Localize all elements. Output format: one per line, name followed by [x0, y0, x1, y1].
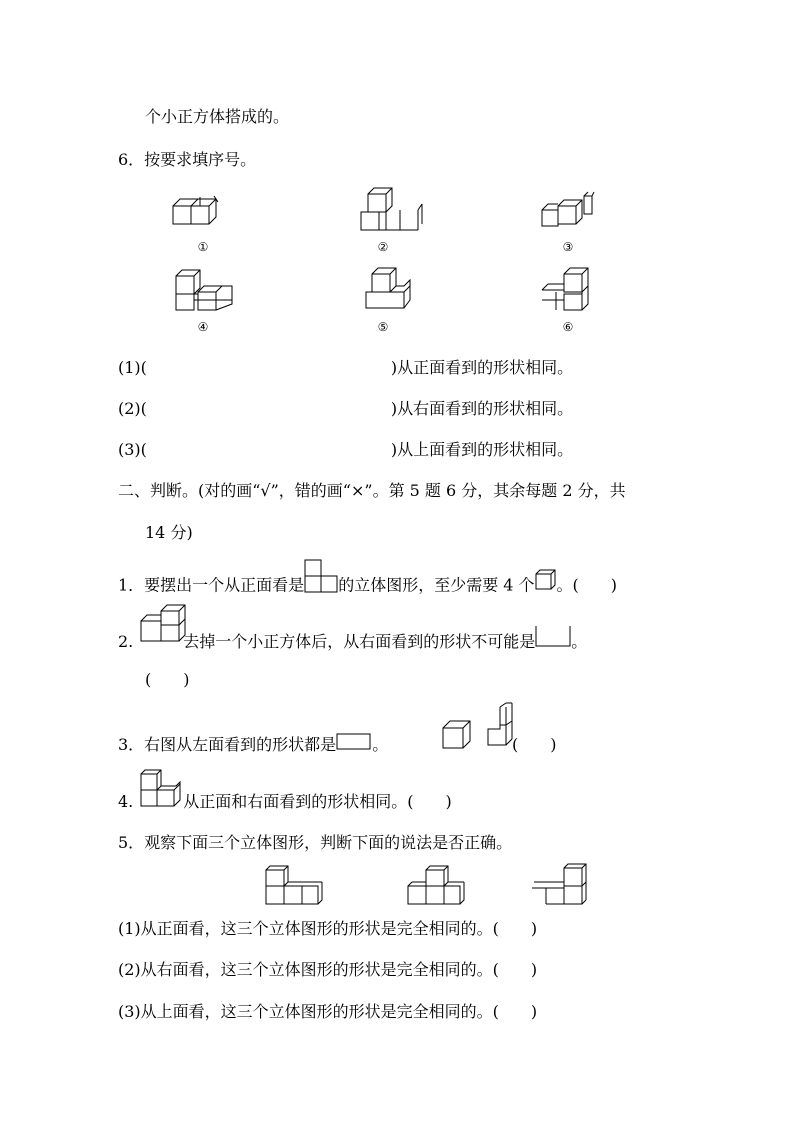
judge-3-cube-figure: [442, 720, 474, 752]
figure-label-6: ⑥: [562, 320, 574, 334]
subquestion-6-2: [118, 398, 573, 420]
judge-3: [118, 734, 388, 756]
front-view-shape: [304, 573, 338, 599]
judge-3-text-end: 。: [372, 735, 389, 754]
judge-5: 5．观察下面三个立体图形，判断下面的说法是否正确。: [118, 833, 513, 852]
judge-3-paren: ( ): [512, 735, 557, 754]
judge-5-1: (1)从正面看，这三个立体图形的形状是完全相同的。( ): [118, 919, 538, 938]
subquestion-6-3-prefix: (3)(: [118, 440, 147, 459]
judge-1: [118, 573, 617, 595]
figure-label-4: ④: [197, 320, 209, 334]
figure-label-1: ①: [197, 240, 209, 254]
judge-3-column-figure: [486, 703, 514, 747]
judge-1-text-b: 的立体图形，至少需要 4 个: [338, 575, 535, 595]
subquestion-6-2-prefix: (2)(: [118, 399, 147, 418]
figure-label-5: ⑤: [377, 320, 389, 334]
judge-3-text: 3．右图从左面看到的形状都是: [118, 735, 337, 754]
figure-label-2: ②: [377, 240, 389, 254]
judge-5-figure-2: [406, 862, 466, 906]
subquestion-6-3-text: )从上面看到的形状相同。: [390, 440, 574, 459]
solid-figure-2: [356, 186, 428, 236]
left-view-shape: [336, 735, 372, 757]
subquestion-6-3: [118, 439, 573, 461]
judge-4-number: 4.: [118, 792, 134, 811]
judge-2-paren: ( ): [145, 670, 190, 689]
judge-4-text: 从正面和右面看到的形状相同。( ): [183, 792, 452, 811]
right-view-shape: [535, 632, 571, 654]
text-continuation: 个小正方体搭成的。: [145, 107, 290, 126]
judge-2-number: 2.: [118, 632, 134, 651]
judge-5-2: (2)从右面看，这三个立体图形的形状是完全相同的。( ): [118, 960, 538, 979]
subquestion-6-2-text: )从右面看到的形状相同。: [390, 399, 574, 418]
small-cube-icon: [535, 575, 557, 597]
subquestion-6-1-prefix: (1)(: [118, 358, 147, 377]
judge-5-figure-3: [530, 862, 590, 906]
judge-1-text-a: 1．要摆出一个从正面看是: [118, 575, 305, 595]
judge-2-text-end: 。: [571, 632, 588, 651]
solid-figure-3: [538, 192, 598, 234]
figure-label-3: ③: [562, 240, 574, 254]
question-6-title: 6．按要求填序号。: [118, 150, 257, 169]
section-2-heading: 二、判断。(对的画“√”，错的画“×”。第 5 题 6 分，其余每题 2 分，共: [118, 481, 626, 500]
solid-figure-6: [538, 264, 602, 316]
subquestion-6-1: [118, 357, 573, 379]
judge-5-3: (3)从上面看，这三个立体图形的形状是完全相同的。( ): [118, 1002, 538, 1021]
judge-2-text: 去掉一个小正方体后，从右面看到的形状不可能是: [183, 632, 536, 651]
solid-figure-1: [170, 196, 240, 234]
section-2-heading-cont: 14 分): [145, 523, 193, 542]
judge-5-figure-1: [264, 864, 324, 906]
solid-figure-5: [362, 264, 422, 314]
judge-2: [118, 631, 587, 653]
judge-4: [118, 791, 452, 813]
subquestion-6-1-text: )从正面看到的形状相同。: [390, 358, 574, 377]
judge-1-text-c: 。( ): [556, 575, 618, 595]
solid-figure-4: [172, 266, 238, 314]
